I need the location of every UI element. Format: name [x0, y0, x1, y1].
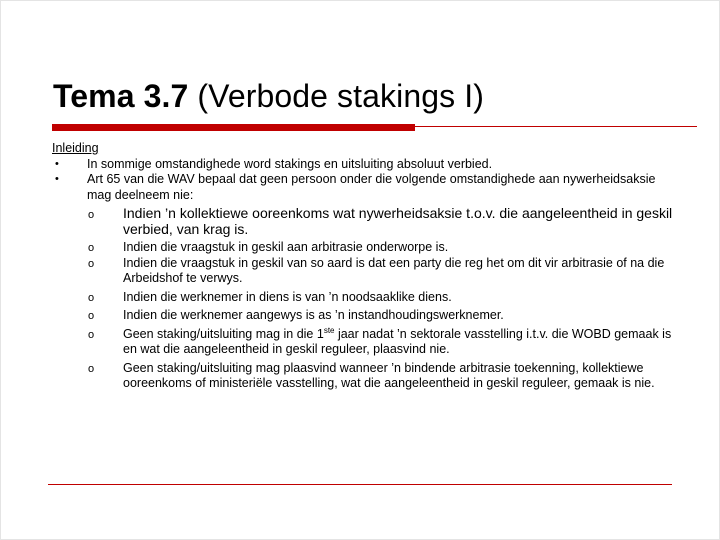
- sub-bullet-item: [52, 327, 682, 358]
- title-topic-name: (Verbode stakings I): [188, 78, 484, 114]
- sub-bullet-text: Indien die werknemer aangewys is as ’n instandhoudingswerknemer.: [123, 308, 504, 322]
- slide-body: [52, 141, 682, 392]
- sub-bullet-item: [52, 290, 682, 306]
- sub-bullet-text: [123, 327, 671, 357]
- bullet-text: In sommige omstandighede word stakings en uitsluiting absoluut verbied.: [87, 156, 493, 171]
- slide-title: [53, 76, 484, 116]
- bullet-marker: •: [55, 173, 59, 185]
- sub-bullet-text: Geen staking/uitsluiting mag plaasvind wanneer ’n bindende arbitrasie toekenning, kollektiewe ooreenkoms of ministeriële vasstelling, wat die aangeleentheid in geskil reguleer, gemaak is nie.: [123, 360, 655, 390]
- bullet-item: [52, 172, 682, 203]
- title-underline-accent: [52, 124, 415, 131]
- sub-bullet-marker: o: [88, 291, 95, 304]
- sub-bullet-text: Indien die vraagstuk in geskil van so aard is dat een party die reg het om dit vir arbitrasie of na die Arbeidshof te verwys.: [123, 255, 665, 285]
- section-heading: Inleiding: [52, 141, 99, 155]
- sub-bullet-marker: o: [88, 362, 95, 375]
- sub-bullet-text-end: jaar nadat ’n sektorale vasstelling i.t.v. die WOBD gemaak is en wat die aangeleentheid in geskil reguleer, plaasvind nie.: [123, 326, 672, 356]
- bullet-marker: •: [55, 157, 59, 170]
- sub-bullet-marker: o: [88, 310, 95, 322]
- sub-bullet-item: [52, 361, 682, 392]
- sub-bullet-marker: o: [88, 257, 95, 270]
- sub-bullet-text-start: Geen staking/uitsluiting mag in die 1: [123, 326, 324, 341]
- sub-bullet-text: Indien ’n kollektiewe ooreenkoms wat nywerheidsaksie t.o.v. die aangeleentheid in geskil verbied, van krag is.: [123, 205, 673, 237]
- bullet-text: Art 65 van die WAV bepaal dat geen persoon onder die volgende omstandighede aan nywerheidsaksie mag deelneem nie:: [87, 172, 656, 202]
- footer-divider: [48, 484, 672, 485]
- sub-bullet-item: [52, 308, 682, 324]
- sub-bullet-text: Indien die vraagstuk in geskil aan arbitrasie onderworpe is.: [123, 240, 449, 254]
- sub-bullet-item: [52, 240, 682, 256]
- sub-bullet-text: Indien die werknemer in diens is van ’n noodsaaklike diens.: [123, 289, 452, 304]
- title-topic-number: Tema 3.7: [53, 78, 189, 114]
- sub-bullet-item: [52, 256, 682, 287]
- bullet-item: [52, 157, 682, 173]
- sub-bullet-marker: o: [88, 242, 95, 254]
- sub-bullet-marker: o: [88, 328, 95, 341]
- ordinal-superscript: ste: [323, 325, 335, 335]
- sub-bullet-item: [52, 205, 682, 237]
- sub-bullet-marker: o: [88, 209, 95, 221]
